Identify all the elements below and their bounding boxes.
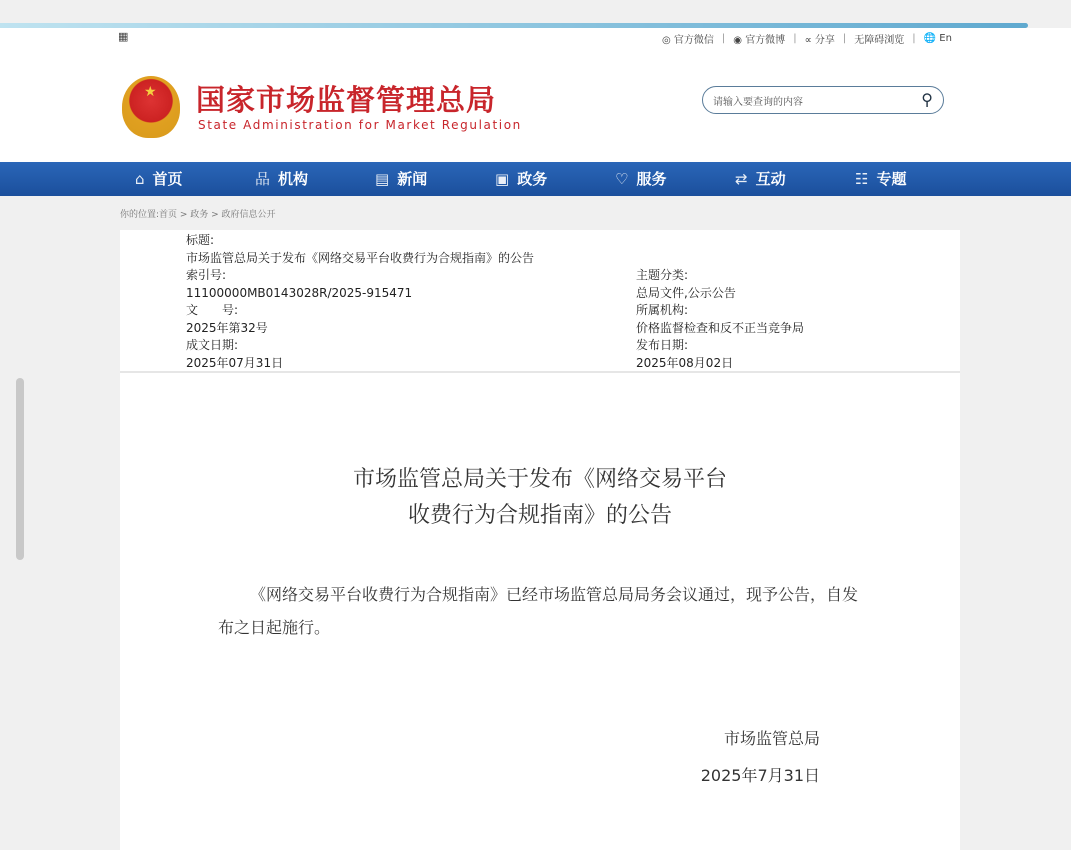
accessibility-link[interactable]: 无障碍浏览 — [854, 35, 905, 46]
meta-org: 价格监督检查和反不正当竞争局 — [636, 320, 805, 335]
content-card — [120, 230, 960, 850]
search-icon[interactable]: ⚲ — [921, 90, 933, 109]
nav-news[interactable]: ▤ 新闻 — [375, 162, 495, 196]
document-metadata: 标题: 市场监管总局关于发布《网络交易平台收费行为合规指南》的公告 索引号: 11100000MB0143028R/2025-915471 文 号: 2025年第32号 成文日期: 2025年07月31日 主题分类: 总局文件,公示公告 所属机构: 价格监督检查和反不正当竞争局 发布日期: 2025年08月02日 — [120, 230, 960, 373]
scrollbar[interactable] — [16, 378, 24, 560]
meta-pub-date: 2025年08月02日 — [636, 355, 734, 370]
national-emblem-logo[interactable]: ★ — [122, 76, 180, 138]
english-link[interactable]: 🌐 En — [923, 33, 952, 44]
site-title[interactable]: 国家市场监督管理总局 — [196, 83, 497, 117]
nav-organization[interactable]: 品 机构 — [255, 162, 375, 196]
weibo-link[interactable]: ◉ 官方微博 — [733, 35, 786, 46]
meta-topic: 总局文件,公示公告 — [636, 285, 736, 300]
exchange-icon: ⇄ — [735, 170, 748, 188]
nav-government-affairs[interactable]: ▣ 政务 — [495, 162, 615, 196]
article-title: 市场监管总局关于发布《网络交易平台 收费行为合规指南》的公告 — [352, 467, 727, 528]
meta-docno: 2025年第32号 — [186, 320, 268, 335]
meta-date: 2025年07月31日 — [186, 355, 284, 370]
article-signature: 市场监管总局 2025年7月31日 — [700, 729, 820, 785]
heart-icon: ♡ — [615, 170, 629, 188]
org-icon: 品 — [255, 170, 271, 188]
site-title-en: State Administration for Market Regulation — [198, 118, 522, 132]
nav-interaction[interactable]: ⇄ 互动 — [735, 162, 855, 196]
list-icon: ☷ — [855, 170, 869, 188]
breadcrumb: 你的位置:首页 > 政务 > 政府信息公开 — [120, 210, 276, 220]
nav-services[interactable]: ♡ 服务 — [615, 162, 735, 196]
wechat-link[interactable]: ◎ 官方微信 — [662, 35, 714, 46]
nav-topics[interactable]: ☷ 专题 — [855, 162, 975, 196]
affairs-icon: ▣ — [495, 170, 510, 188]
nav-home[interactable]: ⌂ 首页 — [135, 162, 255, 196]
header — [0, 48, 1071, 162]
share-link[interactable]: ∝ 分享 — [804, 35, 835, 46]
meta-index: 11100000MB0143028R/2025-915471 — [186, 285, 413, 300]
home-icon: ⌂ — [135, 170, 145, 188]
main-nav — [0, 162, 1071, 196]
article-body: 《网络交易平台收费行为合规指南》已经市场监管总局局务会议通过，现予公告，自发布之日起施行。 — [218, 585, 859, 637]
news-icon: ▤ — [375, 170, 390, 188]
calendar-icon: ▦ — [118, 30, 129, 43]
top-bar: ▦ ◎ 官方微信 | ◉ 官方微博 | ∝ 分享 | 无障碍浏览 | 🌐 En — [0, 28, 1071, 48]
search-input[interactable]: 请输入要查询的内容 ⚲ — [702, 86, 944, 114]
meta-title: 市场监管总局关于发布《网络交易平台收费行为合规指南》的公告 — [186, 250, 535, 265]
